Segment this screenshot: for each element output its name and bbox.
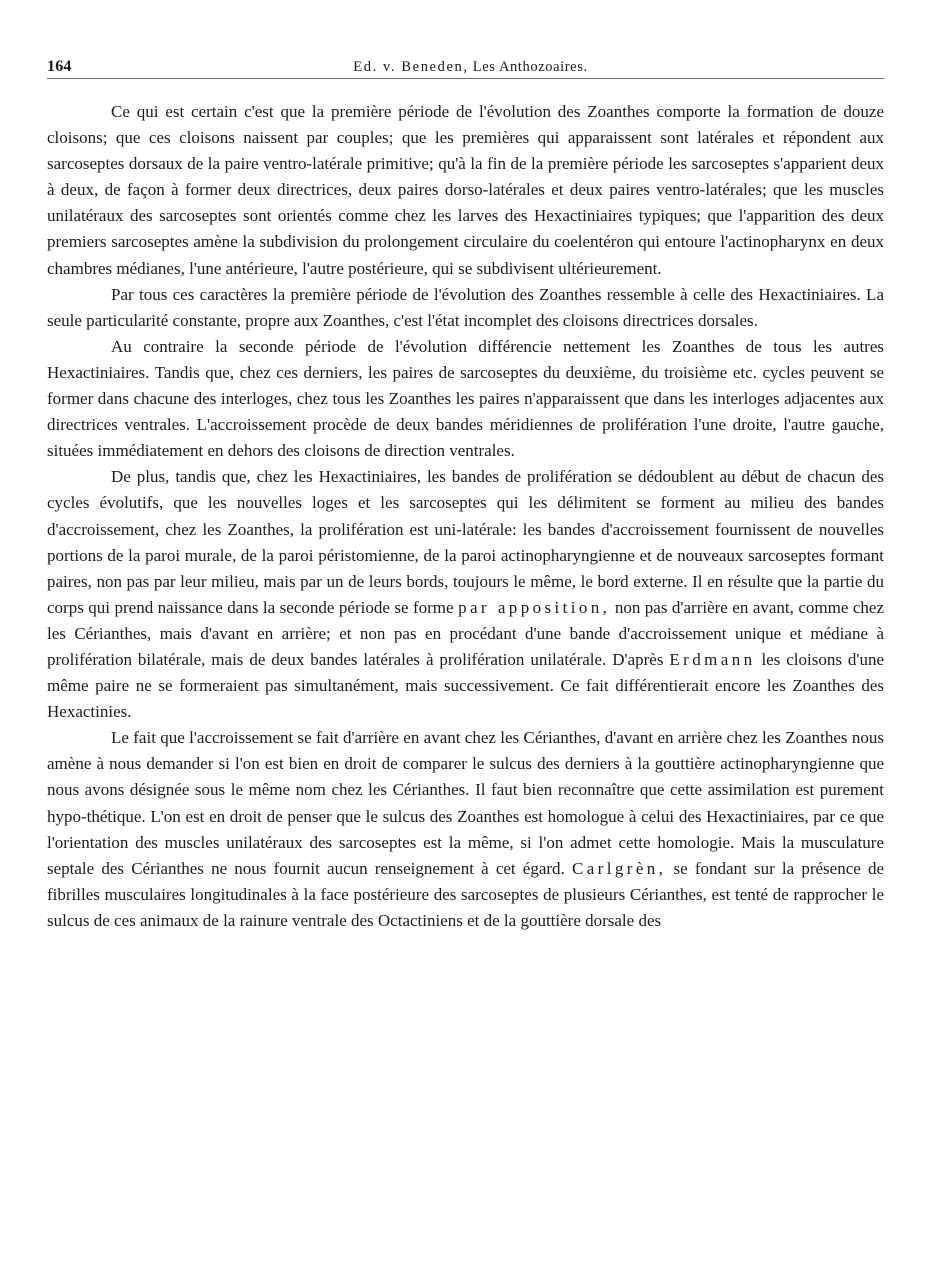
running-head-author: Ed. v. Beneden, (353, 59, 469, 75)
paragraph-4-text-before: De plus, tandis que, chez les Hexactiniaires, les bandes de prolifération se dédoublent au début de chacun des cycles évolutifs, que les nouvelles loges et les sarcoseptes qui les délimitent se forment au milieu des bandes d'accroissement, chez les Zoanthes, la prolifération est uni-latérale: les bandes d'accroissement fournissent de nouvelles portions de la paroi murale, de la paroi péristomienne, de la paroi actinopharyngienne et de nouveaux sarcoseptes formant paires, non pas par leur milieu, mais par un de leurs bords, toujours le même, le bord externe. Il en résulte que la partie du corps qui prend naissance dans la seconde période se forme (47, 467, 884, 617)
page-number: 164 (47, 58, 72, 75)
paragraph-5-text-before: Le fait que l'accroissement se fait d'arrière en avant chez les Cérianthes, d'avant en arrière chez les Zoanthes nous amène à nous demander si l'on est bien en droit de comparer le sulcus des derniers à la gouttière actinopharyngienne que nous avons désignée sous le même nom chez les Cérianthes. Il faut bien reconnaître que cette assimilation est purement hypo-thétique. L'on est en droit de penser que le sulcus des Zoanthes est homologue à celui des Hexactiniaires, par ce que l'orientation des muscles unilatéraux des sarcoseptes est la même, si l'on admet cette homologie. Mais la musculature septale des Cérianthes ne nous fournit aucun renseignement à cet égard. (47, 728, 884, 878)
paragraph-5 (47, 725, 884, 934)
author-name-carlgren: Carlgrèn, (572, 858, 667, 878)
paragraph-4-text-middle: non pas d'arrière en avant, comme chez les Cérianthes, mais d'avant en arrière; et non pas en procédant d'une bande d'accroissement unique et médiane à prolifération bilatérale, mais de deux bandes latérales à prolifération unilatérale. D'après (47, 597, 885, 669)
document-page (47, 54, 884, 934)
paragraph-5-text-after: se fondant sur la présence de fibrilles musculaires longitudinales à la face postérieure des sarcoseptes de plusieurs Cérianthes, est tenté de rapprocher le sulcus de ces animaux de la rainure ventrale des Octactiniens et de la gouttière dorsale des (47, 858, 885, 930)
paragraph-3: Au contraire la seconde période de l'évolution différencie nettement les Zoanthes de tous les autres Hexactiniaires. Tandis que, chez ces derniers, les paires de sarcoseptes du deuxième, du troisième etc. cycles peuvent se former dans chacune des interloges, chez tous les Zoanthes les paires n'apparaissent que dans les interloges adjacentes aux directrices ventrales. L'accroissement procède de deux bandes méridiennes de prolifération l'une droite, l'autre gauche, situées immédiatement en dehors des cloisons de direction ventrales. (47, 336, 884, 461)
page-header (47, 54, 884, 79)
paragraph-4-text-after: les cloisons d'une même paire ne se formeraient pas simultanément, mais successivement. Ce fait différentierait encore les Zoanthes des Hexactinies. (47, 649, 885, 722)
paragraph-4 (47, 464, 884, 725)
paragraph-2: Par tous ces caractères la première période de l'évolution des Zoanthes ressemble à celle des Hexactiniaires. La seule particularité constante, propre aux Zoanthes, c'est l'état incomplet des cloisons directrices dorsales. (47, 284, 884, 330)
body-text (47, 99, 884, 934)
running-head-title: Les Anthozoaires. (472, 59, 588, 75)
paragraph-1: Ce qui est certain c'est que la première période de l'évolution des Zoanthes comporte la formation de douze cloisons; que ces cloisons naissent par couples; que les premières qui apparaissent sont latérales et répondent aux sarcoseptes dorsaux de la paire ventro-latérale primitive; qu'à la fin de la première période les sarcoseptes s'apparient deux à deux, de façon à former deux directrices, deux paires dorso-latérales et deux paires ventro-latérales; que les muscles unilatéraux des sarcoseptes sont orientés comme chez les larves des Hexactiniaires typiques; que l'apparition des deux premiers sarcoseptes amène la subdivision du prolongement circulaire du coelentéron qui entoure l'actinopharynx en deux chambres médianes, l'une antérieure, l'autre postérieure, qui se subdivisent ultérieurement. (47, 102, 884, 278)
running-head (47, 59, 884, 76)
author-name-erdmann: Erdmann (669, 649, 756, 669)
emphasized-term-par-apposition: par apposition, (458, 597, 611, 617)
